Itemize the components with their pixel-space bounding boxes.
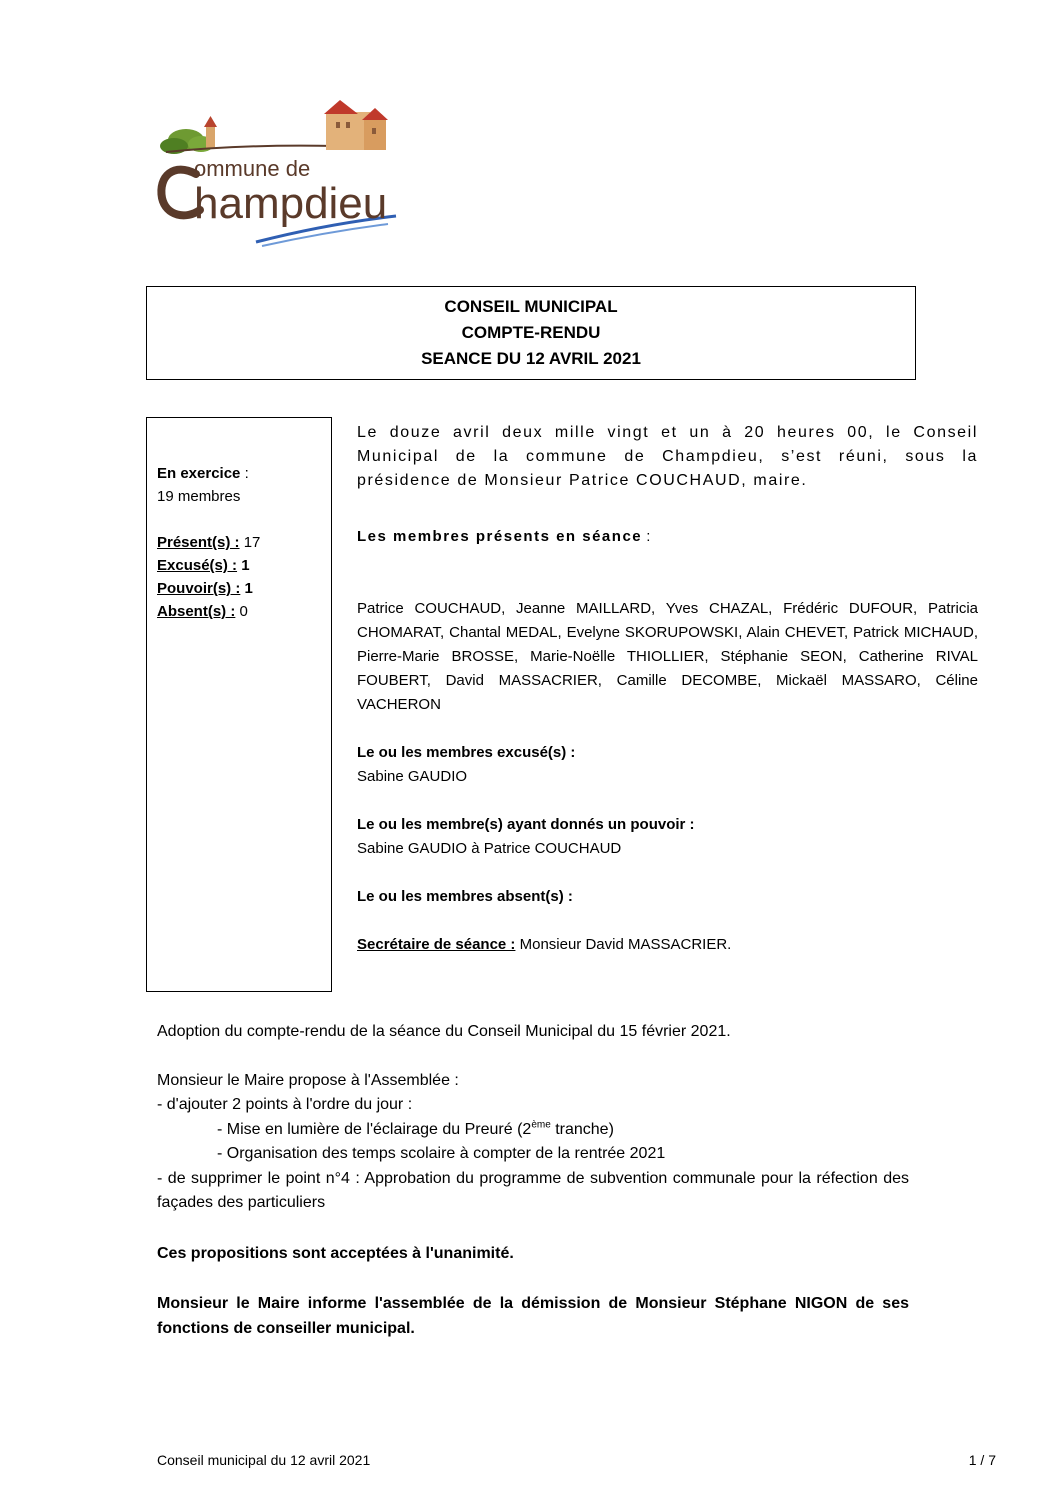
session-details: [357, 421, 978, 957]
excuse-row: Excusé(s) : 1: [157, 557, 250, 574]
logo-graphic: [156, 96, 412, 248]
agenda-section: [157, 1020, 909, 1341]
excuse-list: Sabine GAUDIO: [357, 768, 468, 785]
attendance-summary: [146, 417, 332, 992]
pouvoir-row: Pouvoir(s) : 1: [157, 580, 253, 597]
present-list: Patrice COUCHAUD, Jeanne MAILLARD, Yves CHAZAL, Frédéric DUFOUR, Patricia CHOMARAT, Chantal MEDAL, Evelyne SKORUPOWSKI, Alain CHEVET, Patrick MICHAUD, Pierre-Marie BROSSE, Marie-Noëlle THIOLLIER, Stéphanie SEON, Catherine RIVAL FOUBERT, David MASSACRIER, Camille DECOMBE, Mickaël MASSARO, Céline VACHERON: [357, 600, 978, 713]
logo-line1: ommune de: [194, 156, 311, 181]
logo-line2: hampdieu: [194, 179, 388, 228]
secretaire-row: Secrétaire de séance : Monsieur David MASSACRIER.: [357, 936, 732, 953]
exercice-value: 19 membres: [157, 488, 241, 505]
intro-paragraph: Le douze avril deux mille vingt et un à 20 heures 00, le Conseil Municipal de la commune de Champdieu, s’est réuni, sous la présidence de Monsieur Patrice COUCHAUD, maire.: [357, 424, 978, 489]
page-number: 1 / 7: [968, 1452, 996, 1468]
commune-logo: [156, 96, 412, 248]
acceptees-line: Ces propositions sont acceptées à l'unanimité.: [157, 1244, 514, 1262]
footer-title: Conseil municipal du 12 avril 2021: [157, 1452, 371, 1468]
pouvoir-heading: Le ou les membre(s) ayant donnés un pouvoir :: [357, 816, 695, 833]
demission-paragraph: Monsieur le Maire informe l'assemblée de la démission de Monsieur Stéphane NIGON de ses fonctions de conseiller municipal.: [157, 1295, 909, 1337]
excuse-heading: Le ou les membres excusé(s) :: [357, 744, 576, 761]
title-line-3: SEANCE DU 12 AVRIL 2021: [421, 349, 641, 368]
title-line-2: COMPTE-RENDU: [461, 323, 601, 342]
supprimer-line: - de supprimer le point n°4 : Approbation du programme de subvention communale pour la réfection des façades des particuliers: [157, 1169, 909, 1211]
pouvoir-list: Sabine GAUDIO à Patrice COUCHAUD: [357, 840, 622, 857]
adoption-paragraph: Adoption du compte-rendu de la séance du Conseil Municipal du 15 février 2021.: [157, 1023, 731, 1040]
present-row: Présent(s) : 17: [157, 534, 261, 551]
exercice-row: En exercice :: [157, 465, 249, 482]
ajouter-line: - d'ajouter 2 points à l'ordre du jour :: [157, 1096, 413, 1113]
absent-row: Absent(s) : 0: [157, 603, 248, 620]
absent-heading: Le ou les membres absent(s) :: [357, 888, 573, 905]
present-heading: Les membres présents en séance :: [357, 528, 651, 545]
title-box: [146, 286, 916, 380]
exercice-label: En exercice: [157, 465, 241, 482]
agenda-point-1: - Mise en lumière de l'éclairage du Preuré (2ème tranche): [217, 1119, 614, 1138]
title-line-1: CONSEIL MUNICIPAL: [444, 297, 618, 316]
agenda-point-2: - Organisation des temps scolaire à compter de la rentrée 2021: [217, 1145, 666, 1162]
propose-line: Monsieur le Maire propose à l'Assemblée :: [157, 1071, 459, 1089]
